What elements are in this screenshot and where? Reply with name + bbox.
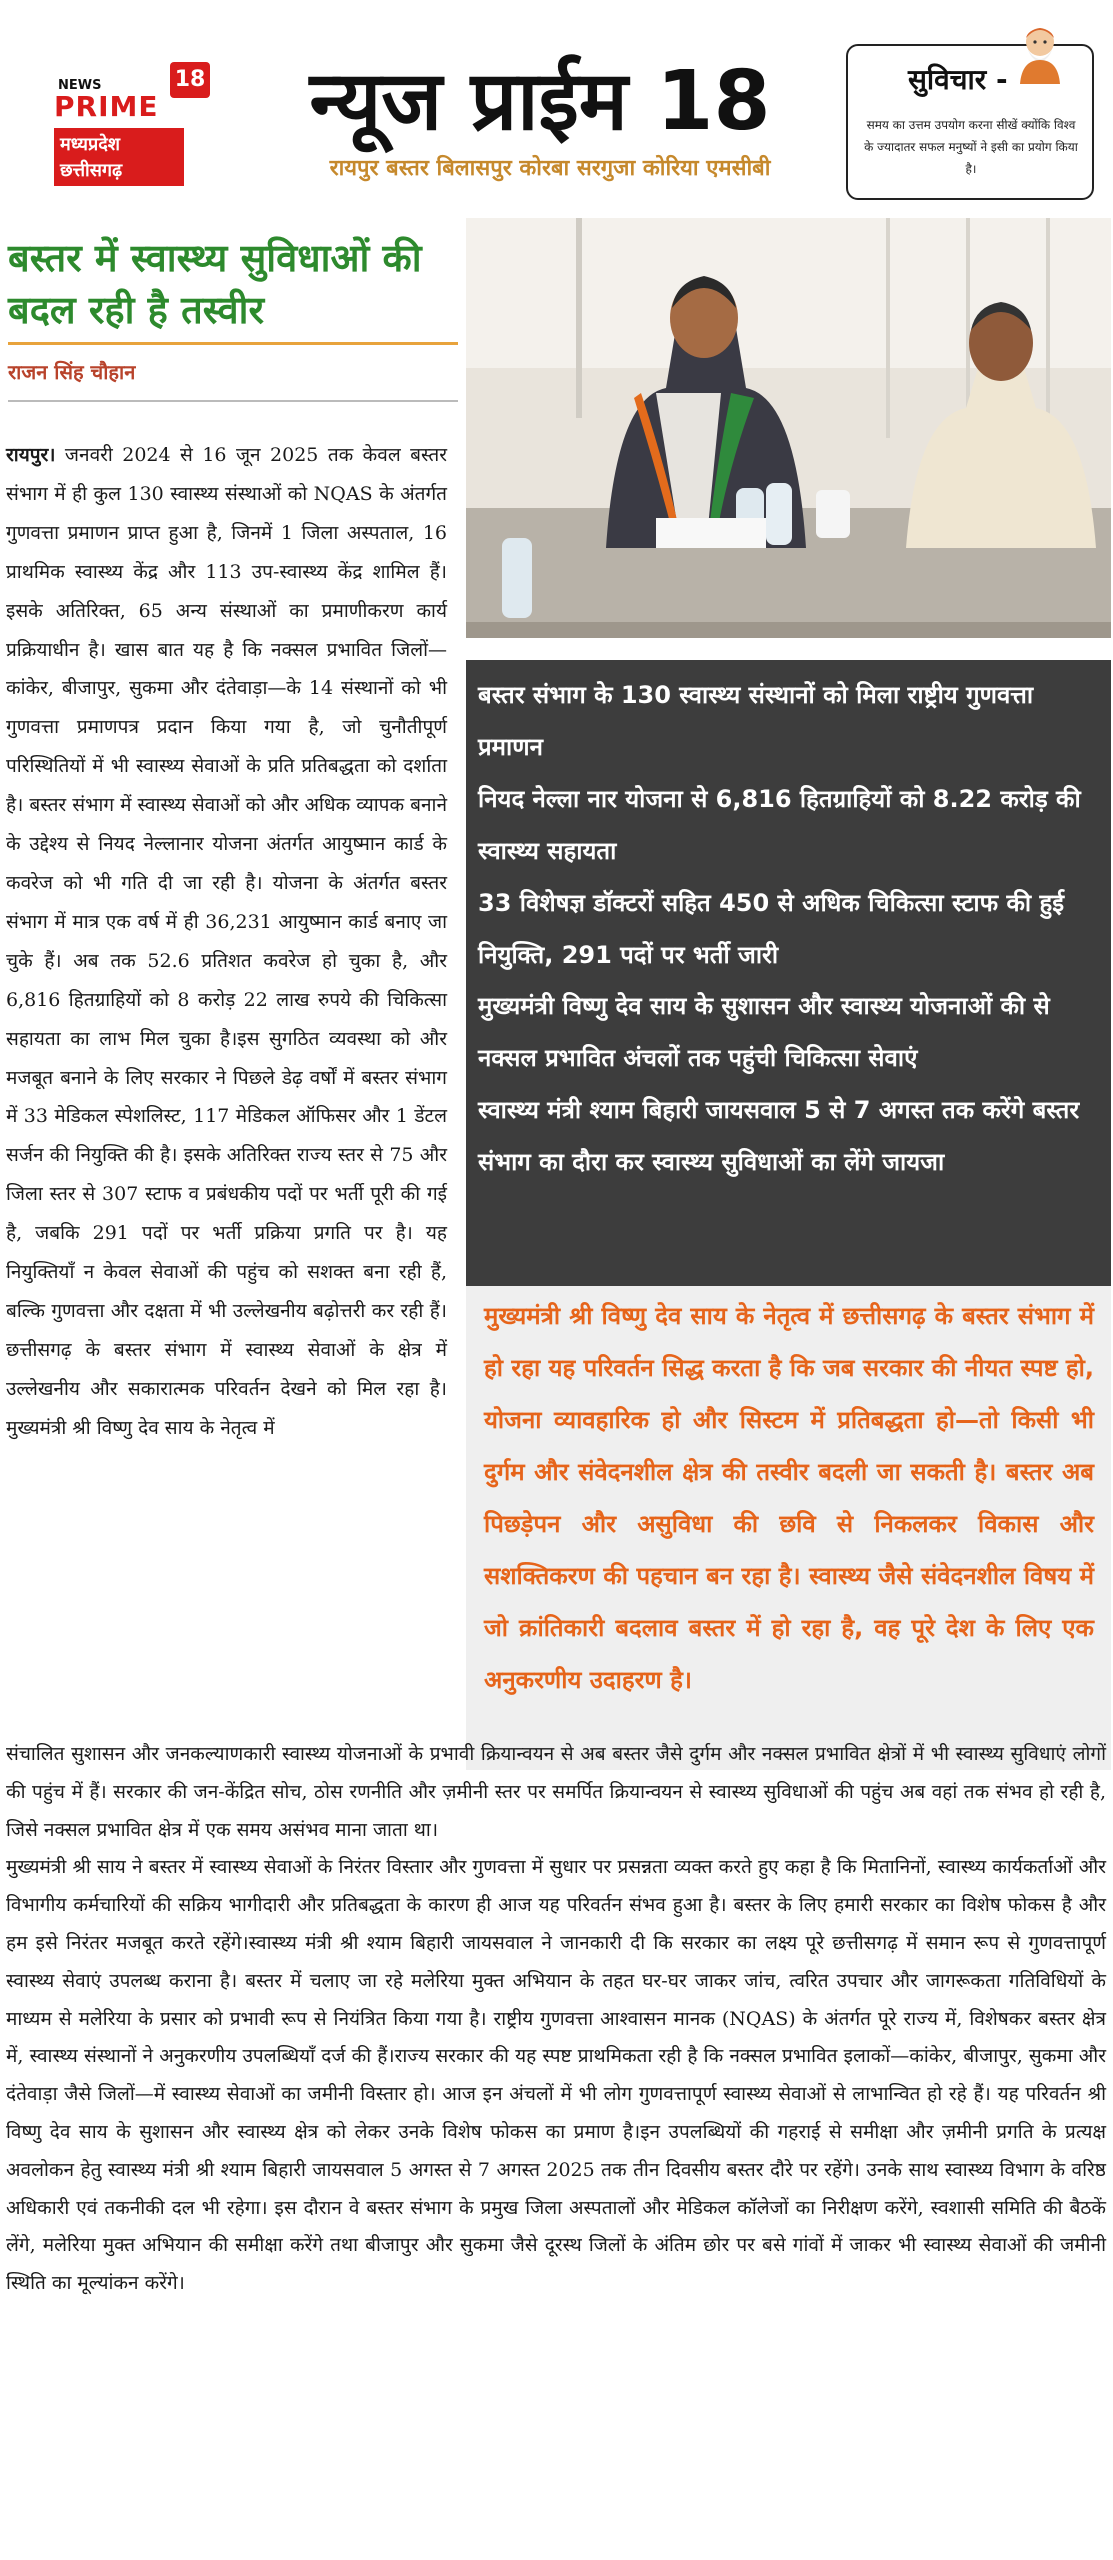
article-headline: बस्तर में स्वास्थ्य सुविधाओं की बदल रही है तस्वीर	[8, 236, 422, 332]
thought-text: समय का उत्तम उपयोग करना सीखें क्योंकि विश्व के ज्यादातर सफल मनुष्यों ने इसी का प्रयोग किया है।	[864, 118, 1078, 176]
logo-state-line2: छत्तीसगढ़	[60, 160, 123, 181]
thought-title: सुविचार -	[908, 63, 1008, 96]
highlights-text: बस्तर संभाग के 130 स्वास्थ्य संस्थानों को मिला राष्ट्रीय गुणवत्ता प्रमाणन नियद नेल्ला नार योजना से 6,816 हितग्राहियों को 8.22 करोड़ की स्वास्थ्य सहायता 33 विशेषज्ञ डॉक्टरों सहित 450 से अधिक चिकित्सा स्टाफ की हुई नियुक्ति, 291 पदों पर भर्ती जारी मुख्यमंत्री विष्णु देव साय के सुशासन और स्वास्थ्य योजनाओं की से नक्सल प्रभावित अंचलों तक पहुंची चिकित्सा सेवाएं स्वास्थ्य मंत्री श्याम बिहारी जायसवाल 5 से 7 अगस्त तक करेंगे बस्तर संभाग का दौरा कर स्वास्थ्य सुविधाओं का लेंगे जायजा	[478, 681, 1081, 1177]
news-prime-logo[interactable]	[38, 62, 210, 190]
logo-state-box	[54, 128, 184, 186]
logo-state-line1: मध्यप्रदेश	[60, 134, 121, 155]
article-author: राजन सिंह चौहान	[8, 360, 136, 384]
article-continued-text: संचालित सुशासन और जनकल्याणकारी स्वास्थ्य योजनाओं के प्रभावी क्रियान्वयन से अब बस्तर जैसे दुर्गम और नक्सल प्रभावित क्षेत्रों में भी स्वास्थ्य सुविधाएं लोगों की पहुंच में हैं। सरकार की जन-केंद्रित सोच, ठोस रणनीति और ज़मीनी स्तर पर समर्पित क्रियान्वयन से स्वास्थ्य सुविधाओं की पहुंच अब वहां तक संभव हो रही है, जिसे नक्सल प्रभावित क्षेत्र में एक समय असंभव माना जाता था। मुख्यमंत्री श्री साय ने बस्तर में स्वास्थ्य सेवाओं के निरंतर विस्तार और गुणवत्ता में सुधार पर प्रसन्नता व्यक्त करते हुए कहा है कि मितानिनों, स्वास्थ्य कार्यकर्ताओं और विभागीय कर्मचारियों की सक्रिय भागीदारी और प्रतिबद्धता के कारण ही आज यह परिवर्तन संभव हुआ है। बस्तर के लिए हमारी सरकार का विशेष फोकस है और हम इसे निरंतर मजबूत करते रहेंगे।स्वास्थ्य मंत्री श्री श्याम बिहारी जायसवाल ने जानकारी दी कि सरकार का लक्ष्य पूरे छत्तीसगढ़ में समान रूप से गुणवत्तापूर्ण स्वास्थ्य सेवाएं उपलब्ध कराना है। बस्तर में चलाए जा रहे मलेरिया मुक्त अभियान के तहत घर-घर जाकर जांच, त्वरित उपचार और जागरूकता गतिविधियों के माध्यम से मलेरिया के प्रसार को प्रभावी रूप से नियंत्रित किया गया है। राष्ट्रीय गुणवत्ता आश्वासन मानक (NQAS) के अंतर्गत पूरे राज्य में, विशेषकर बस्तर क्षेत्र में, स्वास्थ्य संस्थानों ने अनुकरणीय उपलब्धियाँ दर्ज की हैं।राज्य सरकार की यह स्पष्ट प्राथमिकता रही है कि नक्सल प्रभावित इलाकों—कांकेर, बीजापुर, सुकमा और दंतेवाड़ा जैसे जिलों—में स्वास्थ्य सेवाओं का जमीनी विस्तार हो। आज इन अंचलों में भी लोग गुणवत्तापूर्ण स्वास्थ्य सेवाओं से लाभान्वित हो रहे हैं। यह परिवर्तन श्री विष्णु देव साय के सुशासन और स्वास्थ्य क्षेत्र को लेकर उनके विशेष फोकस का प्रमाण है।इन उपलब्धियों की गहराई से समीक्षा और ज़मीनी प्रगति के प्रत्यक्ष अवलोकन हेतु स्वास्थ्य मंत्री श्री श्याम बिहारी जायसवाल 5 अगस्त से 7 अगस्त 2025 तक तीन दिवसीय बस्तर दौरे पर रहेंगे। उनके साथ स्वास्थ्य विभाग के वरिष्ठ अधिकारी एवं तकनीकी दल भी रहेगा। इस दौरान वे बस्तर संभाग के प्रमुख जिला अस्पतालों और मेडिकल कॉलेजों का निरीक्षण करेंगे, स्वशासी समिति की बैठकें लेंगे, मलेरिया मुक्त अभियान की समीक्षा करेंगे तथा बीजापुर और सुकमा जैसे दूरस्थ जिलों के अंतिम छोर पर बसे गांवों में जाकर भी स्वास्थ्य सेवाओं की जमीनी स्थिति का मूल्यांकन करेंगे।	[6, 1743, 1106, 2295]
logo-18-badge: 18	[170, 62, 210, 98]
logo-prime-text: PRIME	[54, 90, 159, 123]
meeting-photo	[466, 218, 1111, 638]
edition-cities: रायपुर बस्तर बिलासपुर कोरबा सरगुजा कोरिया एमसीबी	[329, 156, 771, 181]
author-divider	[8, 400, 458, 402]
masthead	[0, 0, 1113, 200]
quote-text: मुख्यमंत्री श्री विष्णु देव साय के नेतृत्व में छत्तीसगढ़ के बस्तर संभाग में हो रहा यह परिवर्तन सिद्ध करता है कि जब सरकार की नीयत स्पष्ट हो, योजना व्यावहारिक हो और सिस्टम में प्रतिबद्धता हो—तो किसी भी दुर्गम और संवेदनशील क्षेत्र की तस्वीर बदली जा सकती है। बस्तर अब पिछड़ेपन और असुविधा की छवि से निकलकर विकास और सशक्तिकरण की पहचान बन रहा है। स्वास्थ्य जैसे संवेदनशील विषय में जो क्रांतिकारी बदलाव बस्तर में हो रहा है, वह पूरे देश के लिए एक अनुकरणीय उदाहरण है।	[484, 1302, 1094, 1694]
sage-avatar-icon	[1014, 24, 1066, 84]
column-body: जनवरी 2024 से 16 जून 2025 तक केवल बस्तर संभाग में ही कुल 130 स्वास्थ्य संस्थाओं को NQAS के अंतर्गत गुणवत्ता प्रमाणन प्राप्त हुआ है, जिनमें 1 जिला अस्पताल, 16 प्राथमिक स्वास्थ्य केंद्र और 113 उप-स्वास्थ्य केंद्र शामिल हैं। इसके अतिरिक्त, 65 अन्य संस्थाओं का प्रमाणीकरण कार्य प्रक्रियाधीन है। खास बात यह है कि नक्सल प्रभावित जिलों—कांकेर, बीजापुर, सुकमा और दंतेवाड़ा—के 14 संस्थानों को भी गुणवत्ता प्रमाणपत्र प्रदान किया गया है, जो चुनौतीपूर्ण परिस्थितियों में भी स्वास्थ्य सेवाओं के प्रति प्रतिबद्धता को दर्शाता है। बस्तर संभाग में स्वास्थ्य सेवाओं को और अधिक व्यापक बनाने के उद्देश्य से नियद नेल्लानार योजना अंतर्गत आयुष्मान कार्ड के कवरेज को भी गति दी जा रही है। योजना के अंतर्गत बस्तर संभाग में मात्र एक वर्ष में ही 36,231 आयुष्मान कार्ड बनाए जा चुके हैं। अब तक 52.6 प्रतिशत कवरेज हो चुका है, और 6,816 हितग्राहियों को 8 करोड़ 22 लाख रुपये की चिकित्सा सहायता का लाभ मिल चुका है।इस सुगठित व्यवस्था को और मजबूत बनाने के लिए सरकार ने पिछले डेढ़ वर्षों में बस्तर संभाग में 33 मेडिकल स्पेशलिस्ट, 117 मेडिकल ऑफिसर और 1 डेंटल सर्जन की नियुक्ति की है। इसके अतिरिक्त राज्य स्तर से 75 और जिला स्तर से 307 स्टाफ व प्रबंधकीय पदों पर भर्ती पूरी की गई है, जबकि 291 पदों पर भर्ती प्रक्रिया प्रगति पर है। यह नियुक्तियाँ न केवल सेवाओं की पहुंच को सशक्त बना रही हैं, बल्कि गुणवत्ता और दक्षता में भी उल्लेखनीय बढ़ोत्तरी कर रही हैं। छत्तीसगढ़ के बस्तर संभाग में स्वास्थ्य सेवाओं के क्षेत्र में उल्लेखनीय और सकारात्मक परिवर्तन देखने को मिल रहा है। मुख्यमंत्री श्री विष्णु देव साय के नेतृत्व में	[6, 444, 447, 1439]
article-column-text	[6, 436, 447, 1448]
logo-news-text: NEWS	[58, 78, 102, 93]
dateline: रायपुर।	[6, 444, 56, 466]
headline-divider	[8, 342, 458, 345]
newspaper-title: न्यूज प्राईम 18	[309, 54, 771, 149]
